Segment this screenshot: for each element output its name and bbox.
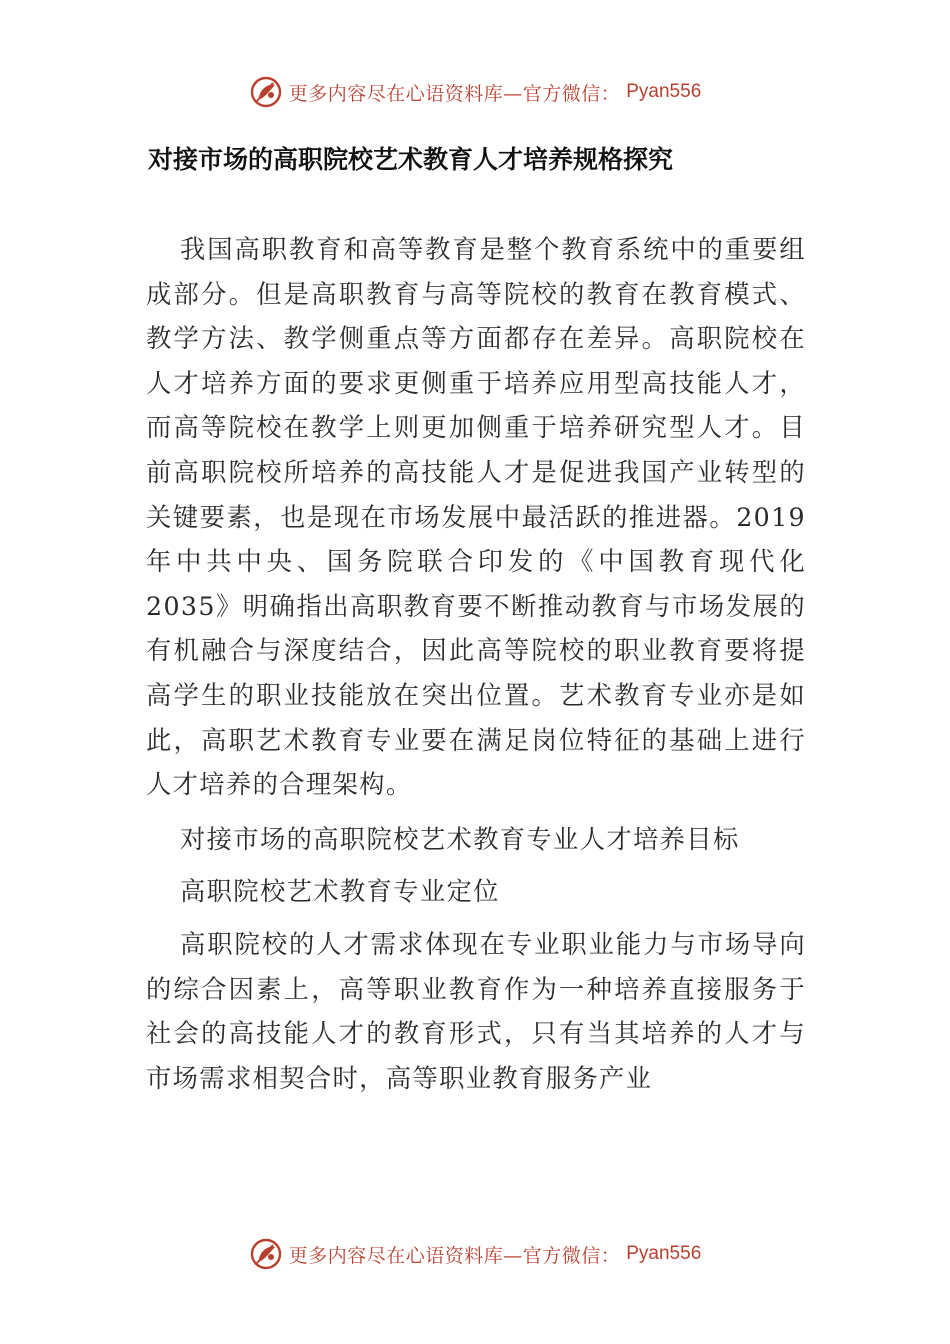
banner-text: 更多内容尽在心语资料库—官方微信： xyxy=(288,82,621,105)
document-title: 对接市场的高职院校艺术教育人才培养规格探究 xyxy=(148,145,674,174)
paragraph-intro: 我国高职教育和高等教育是整个教育系统中的重要组成部分。但是高职教育与高等院校的教育在教育模式、教学方法、教学侧重点等方面都存在差异。高职院校在人才培养方面的要求更侧重于培养应用型高技能人才，而高等院校在教学上则更加侧重于培养研究型人才。目前高职院校所培养的高技能人才是促进我国产业转型的关键要素，也是现在市场发展中最活跃的推进器。2019 年中共中央、国务院联合印发的《中国教育现代化 2035》明确指出高职教育要不断推动教育与市场发展的有机融合与深度结合，因此高等院校的职业教育要将提高学生的职业技能放在突出位置。艺术教育专业亦是如此，高职艺术教育专业要在满足岗位特征的基础上进行人才培养的合理架构。 xyxy=(146,235,806,800)
wechat-id: Pyan556 xyxy=(626,1243,702,1264)
section-heading: 对接市场的高职院校艺术教育专业人才培养目标 xyxy=(180,824,740,854)
banner-text: 更多内容尽在心语资料库—官方微信： xyxy=(288,1244,621,1267)
wechat-id: Pyan556 xyxy=(626,81,702,102)
paragraph-body: 高职院校的人才需求体现在专业职业能力与市场导向的综合因素上，高等职业教育作为一种培养直接服务于社会的高技能人才的教育形式，只有当其培养的人才与市场需求相契合时，高等职业教育服务产业 xyxy=(146,929,806,1093)
document-body xyxy=(146,228,806,1111)
header-banner xyxy=(0,72,950,112)
subsection-heading: 高职院校艺术教育专业定位 xyxy=(180,877,500,907)
footer-banner xyxy=(0,1234,950,1274)
rose-logo-icon xyxy=(249,1237,283,1271)
rose-logo-icon xyxy=(249,75,283,109)
